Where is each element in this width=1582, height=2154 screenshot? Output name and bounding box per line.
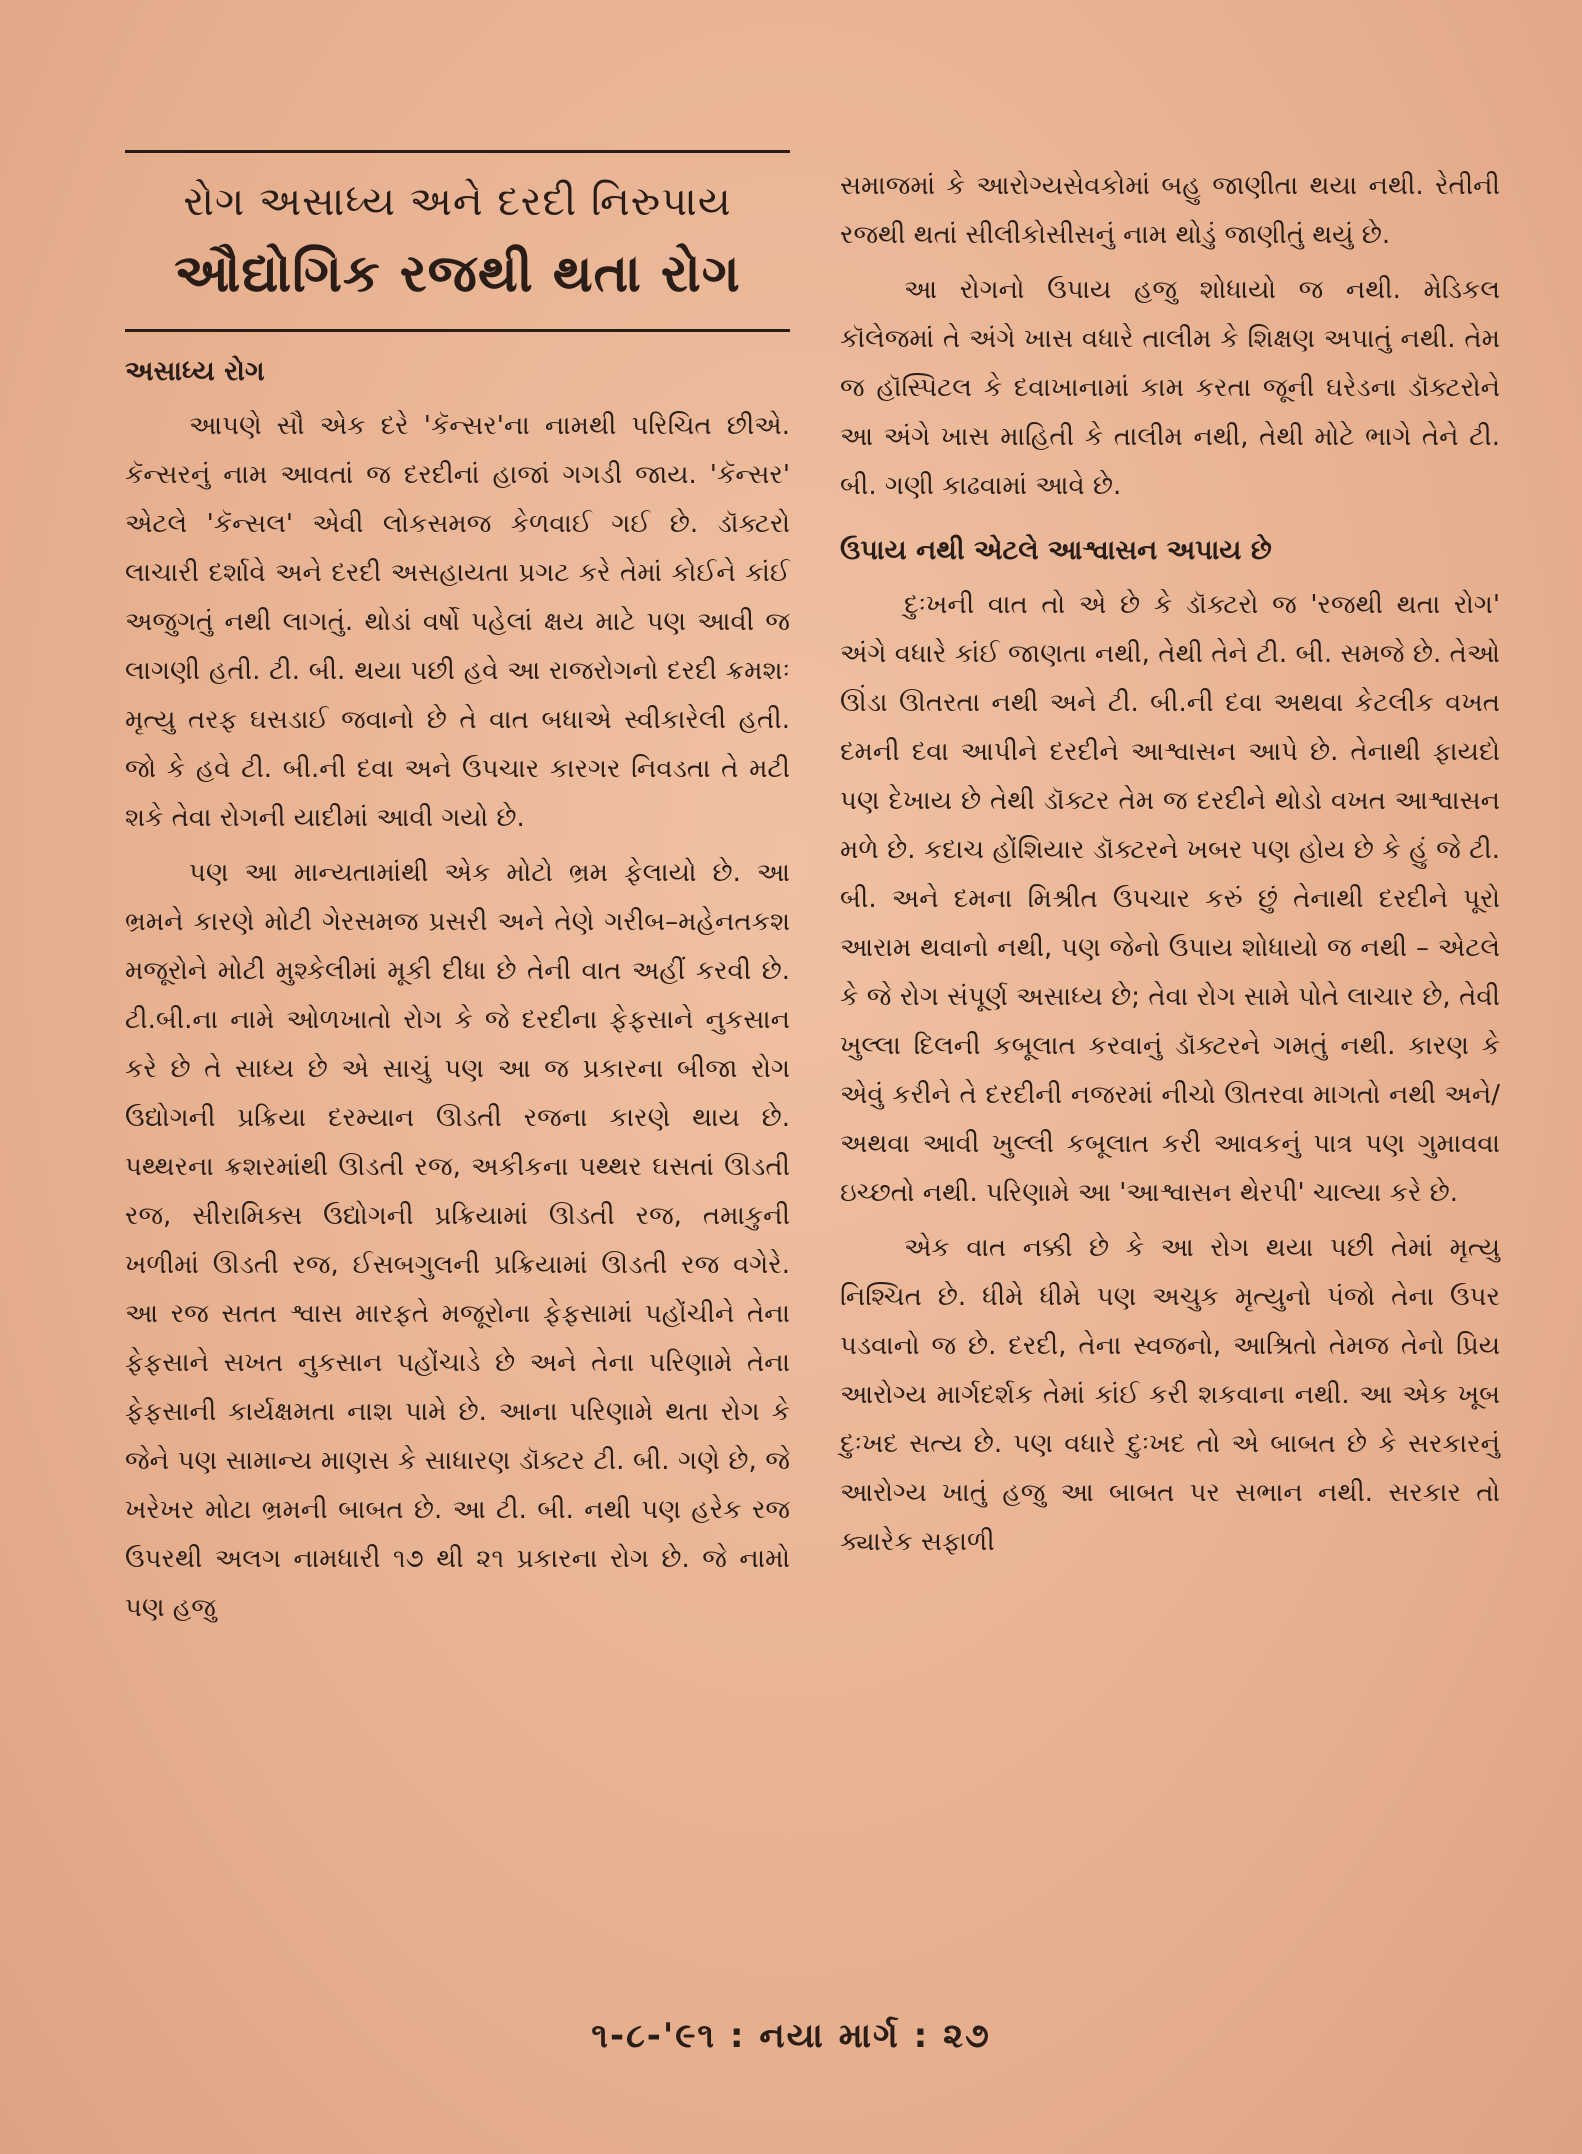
- headline-rule: [125, 329, 790, 332]
- paragraph: એક વાત નક્કી છે કે આ રોગ થયા પછી તેમાં મૃત્યુ નિશ્ચિત છે. ધીમે ધીમે પણ અચુક મૃત્યુનો પંજો તેના ઉપર પડવાનો જ છે. દરદી, તેના સ્વજનો, આશ્રિતો તેમજ તેનો પ્રિય આરોગ્ય માર્ગદર્શક તેમાં કાંઈ કરી શકવાના નથી. આ એક ખૂબ દુઃખદ સત્ય છે. પણ વધારે દુઃખદ તો એ બાબત છે કે સરકારનું આરોગ્ય ખાતું હજુ આ બાબત પર સભાન નથી. સરકાર તો ક્યારેક સફાળી: [840, 1233, 1500, 1557]
- article-kicker: રોગ અસાધ્ય અને દરદી નિરુપાય: [183, 179, 732, 225]
- page-footer: ૧-૮-'૯૧ : નયા માર્ગ : ૨૭: [591, 2016, 991, 2056]
- paragraph: આપણે સૌ એક દરે 'કૅન્સર'ના નામથી પરિચિત છીએ. કૅન્સરનું નામ આવતાં જ દરદીનાં હાજાં ગગડી જાય. 'કૅન્સર' એટલે 'કૅન્સલ' એવી લોકસમજ કેળવાઈ ગઈ છે. ડૉક્ટરો લાચારી દર્શાવે અને દરદી અસહાયતા પ્રગટ કરે તેમાં કોઈને કાંઈ અજુગતું નથી લાગતું. થોડાં વર્ષો પહેલાં ક્ષય માટે પણ આવી જ લાગણી હતી. ટી. બી. થયા પછી હવે આ રાજરોગનો દરદી ક્રમશઃ મૃત્યુ તરફ ઘસડાઈ જવાનો છે તે વાત બધાએ સ્વીકારેલી હતી. જો કે હવે ટી. બી.ની દવા અને ઉપચાર કારગર નિવડતા તે મટી શકે તેવા રોગની યાદીમાં આવી ગયો છે.: [125, 411, 790, 833]
- paragraph: પણ આ માન્યતામાંથી એક મોટો ભ્રમ ફેલાયો છે. આ ભ્રમને કારણે મોટી ગેરસમજ પ્રસરી અને તેણે ગરીબ–મહેનતકશ મજૂરોને મોટી મુશ્કેલીમાં મૂકી દીધા છે તેની વાત અહીં કરવી છે. ટી.બી.ના નામે ઓળખાતો રોગ કે જે દરદીના ફેફસાને નુકસાન કરે છે તે સાધ્ય છે એ સાચું પણ આ જ પ્રકારના બીજા રોગ ઉદ્યોગની પ્રક્રિયા દરમ્યાન ઊડતી રજના કારણે થાય છે. પથ્થરના ક્રશરમાંથી ઊડતી રજ, અકીકના પથ્થર ઘસતાં ઊડતી રજ, સીરામિક્સ ઉદ્યોગની પ્રક્રિયામાં ઊડતી રજ, તમાકુની ખળીમાં ઊડતી રજ, ઈસબગુલની પ્રક્રિયામાં ઊડતી રજ વગેરે. આ રજ સતત શ્વાસ મારફતે મજૂરોના ફેફસામાં પહોંચીને તેના ફેફસાને સખત નુકસાન પહોંચાડે છે અને તેના પરિણામે તેના ફેફસાની કાર્યક્ષમતા નાશ પામે છે. આના પરિણામે થતા રોગ કે જેને પણ સામાન્ય માણસ કે સાધારણ ડૉક્ટર ટી. બી. ગણે છે, જે ખરેખર મોટા ભ્રમની બાબત છે. આ ટી. બી. નથી પણ હરેક રજ ઉપરથી અલગ નામધારી ૧૭ થી ૨૧ પ્રકારના રોગ છે. જે નામો પણ હજુ: [125, 858, 790, 1623]
- paragraph: દુઃખની વાત તો એ છે કે ડૉક્ટરો જ 'રજથી થતા રોગ' અંગે વધારે કાંઈ જાણતા નથી, તેથી તેને ટી. બી. સમજે છે. તેઓ ઊંડા ઊતરતા નથી અને ટી. બી.ની દવા અથવા કેટલીક વખત દમની દવા આપીને દરદીને આશ્વાસન આપે છે. તેનાથી ફાયદો પણ દેખાય છે તેથી ડૉક્ટર તેમ જ દરદીને થોડો વખત આશ્વાસન મળે છે. કદાચ હોંશિયાર ડૉક્ટરને ખબર પણ હોય છે કે હું જે ટી. બી. અને દમના મિશ્રીત ઉપચાર કરું છું તેનાથી દરદીને પૂરો આરામ થવાનો નથી, પણ જેનો ઉપાય શોધાયો જ નથી – એટલે કે જે રોગ સંપૂર્ણ અસાધ્ય છે; તેવા રોગ સામે પોતે લાચાર છે, તેવી ખુલ્લા દિલની કબૂલાત કરવાનું ડૉક્ટરને ગમતું નથી. કારણ કે એવું કરીને તે દરદીની નજરમાં નીચો ઊતરવા માગતો નથી અને/અથવા આવી ખુલ્લી કબૂલાત કરી આવકનું પાત્ર પણ ગુમાવવા ઇચ્છતો નથી. પરિણામે આ 'આશ્વાસન થેરપી' ચાલ્યા કરે છે.: [840, 590, 1500, 1208]
- paragraph: સમાજમાં કે આરોગ્યસેવકોમાં બહુ જાણીતા થયા નથી. રેતીની રજથી થતાં સીલીકોસીસનું નામ થોડું જાણીતું થયું છે.: [840, 171, 1500, 250]
- article-headline: ઔદ્યોગિક રજથી થતા રોગ: [174, 244, 741, 304]
- paragraph: આ રોગનો ઉપાય હજુ શોધાયો જ નથી. મેડિકલ કૉલેજમાં તે અંગે ખાસ વધારે તાલીમ કે શિક્ષણ અપાતું નથી. તેમ જ હૉસ્પિટલ કે દવાખાનામાં કામ કરતા જૂની ઘરેડના ડૉક્ટરોને આ અંગે ખાસ માહિતી કે તાલીમ નથી, તેથી મોટે ભાગે તેને ટી. બી. ગણી કાઢવામાં આવે છે.: [840, 275, 1500, 501]
- left-column: [125, 150, 790, 1639]
- section-heading-incurable-disease: અસાધ્ય રોગ: [125, 356, 265, 387]
- right-column: [840, 162, 1500, 1573]
- section-heading-no-remedy: ઉપાય નથી એટલે આશ્વાસન અપાય છે: [840, 535, 1272, 566]
- top-rule: [125, 150, 790, 153]
